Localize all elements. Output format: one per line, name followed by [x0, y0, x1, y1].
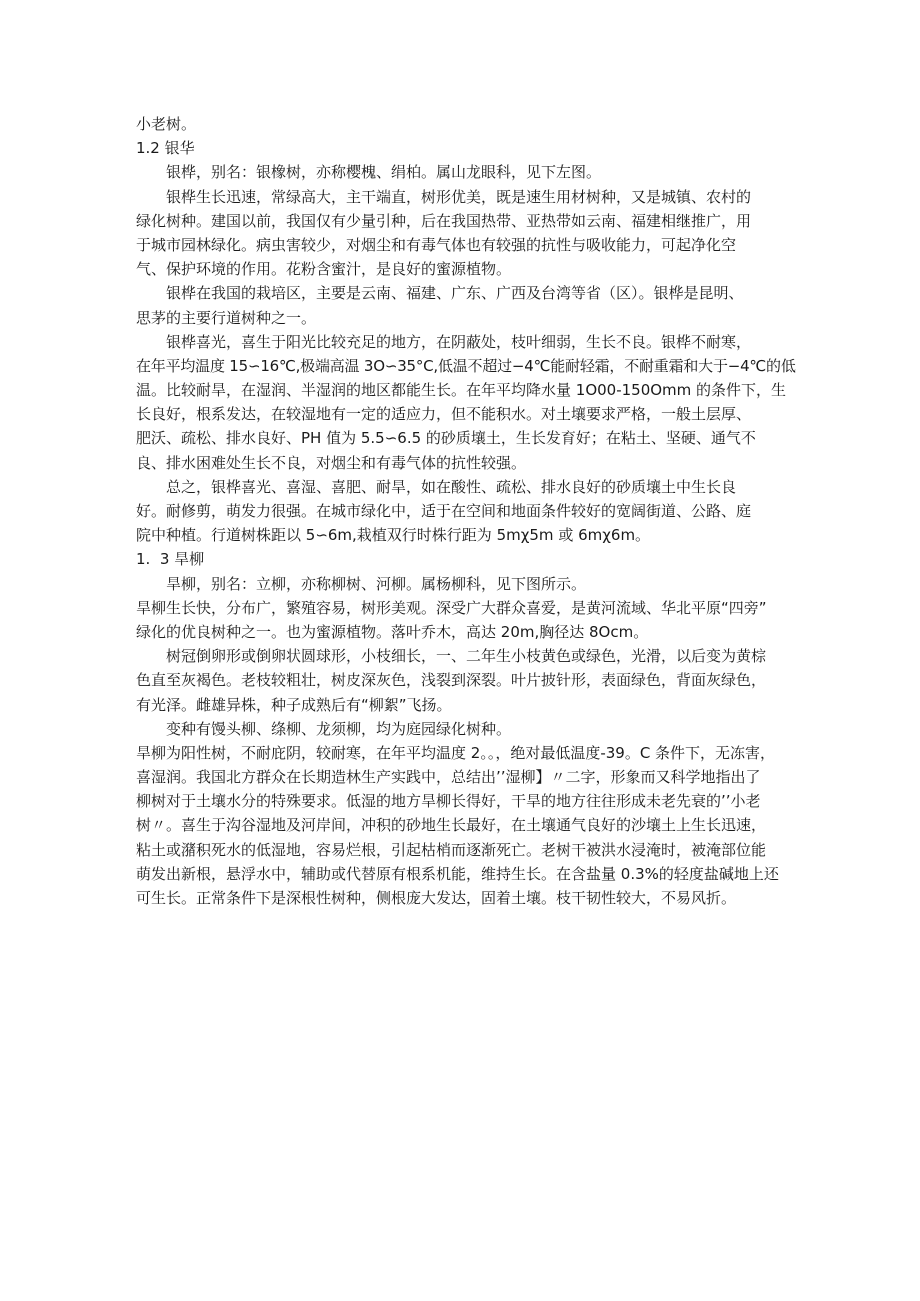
document-body: [136, 112, 796, 910]
text-line: 旱柳，别名：立柳，亦称柳树、河柳。属杨柳科，见下图所示。: [166, 574, 587, 593]
text-line: 在年平均温度 15∽16℃,极端高温 3O∽35°C,低温不超过−4℃能耐轻霜，不耐重霜和大于−4℃的低: [136, 356, 796, 375]
text-line: 树冠倒卵形或倒卵状圆球形，小枝细长，一、二年生小枝黄色或绿色，光滑，以后变为黄棕: [166, 647, 767, 666]
text-line: 1. 3 旱柳: [136, 550, 205, 569]
text-line: 变种有馒头柳、绦柳、龙须柳，均为庭园绿化树种。: [166, 719, 512, 738]
text-line: 肥沃、疏松、排水良好、PH 值为 5.5∽6.5 的砂质壤土，生长发育好；在粘土、坚硬、通气不: [136, 429, 756, 448]
text-line: 银桦，别名：银橡树，亦称樱槐、绢柏。属山龙眼科，见下左图。: [166, 163, 602, 182]
text-line: 柳树对于土壤水分的特殊要求。低湿的地方旱柳长得好，干旱的地方往往形成未老先衰的’’小老: [136, 792, 761, 811]
text-line: 于城市园林绿化。病虫害较少，对烟尘和有毒气体也有较强的抗性与吸收能力，可起净化空: [136, 235, 737, 254]
text-line: 绿化树种。建国以前，我国仅有少量引种，后在我国热带、亚热带如云南、福建相继推广，用: [136, 211, 752, 230]
text-line: 萌发出新根，悬浮水中，辅助或代替原有根系机能，维持生长。在含盐量 0.3%的轻度盐碱地上还: [136, 864, 779, 883]
text-line: 银桦喜光，喜生于阳光比较充足的地方，在阴蔽处，枝叶细弱，生长不良。银桦不耐寒，: [166, 332, 752, 351]
text-line: 好。耐修剪，萌发力很强。在城市绿化中，适于在空间和地面条件较好的宽阔街道、公路、庭: [136, 502, 752, 520]
text-line: 气、保护环境的作用。花粉含蜜汁，是良好的蜜源植物。: [136, 260, 512, 279]
text-line: 院中种植。行道树株距以 5∽6m,栽植双行时株行距为 5mχ5m 或 6mχ6m。: [136, 526, 651, 545]
text-line: 有光泽。雌雄异株，种子成熟后有“柳絮”飞扬。: [136, 695, 452, 714]
text-line: 旱柳为阳性树，不耐庇阴，较耐寒，在年平均温度 2。。，绝对最低温度-39。C 条件下，无冻害，: [136, 743, 776, 762]
text-line: 长良好，根系发达，在较湿地有一定的适应力，但不能积水。对土壤要求严格，一般土层厚、: [136, 405, 752, 424]
text-line: 可生长。正常条件下是深根性树种，侧根庞大发达，固着土壤。枝干韧性较大，不易风折。: [136, 889, 737, 907]
text-line: 绿化的优良树种之一。也为蜜源植物。落叶乔木，高达 20m,胸径达 8Ocm。: [136, 622, 649, 641]
text-line: 1.2 银华: [136, 139, 195, 158]
text-line: 银桦生长迅速，常绿高大，主干端直，树形优美，既是速生用材树种，又是城镇、农村的: [166, 187, 752, 206]
text-line: 温。比较耐旱，在湿润、半湿润的地区都能生长。在年平均降水量 1O00-150Omm 的条件下，生: [136, 381, 787, 400]
text-line: 树〃。喜生于沟谷湿地及河岸间，冲积的砂地生长最好，在土壤通气良好的沙壤土上生长迅速，: [136, 816, 767, 835]
text-line: 良、排水困难处生长不良，对烟尘和有毒气体的抗性较强。: [136, 453, 527, 472]
text-line: 喜湿润。我国北方群众在长期造林生产实践中，总结出’’湿柳】〃二字，形象而又科学地指出了: [136, 768, 761, 787]
text-line: 旱柳生长快，分布广，繁殖容易，树形美观。深受广大群众喜爱，是黄河流域、华北平原“四旁”: [136, 598, 767, 617]
text-line: 小老树。: [136, 115, 197, 133]
text-line: 色直至灰褐色。老枝较粗壮，树皮深灰色，浅裂到深裂。叶片披针形，表面绿色，背面灰绿色，: [136, 671, 767, 690]
text-line: 银桦在我国的栽培区，主要是云南、福建、广东、广西及台湾等省（区）。银桦是昆明、: [166, 284, 744, 303]
text-line: 总之，银桦喜光、喜湿、喜肥、耐旱，如在酸性、疏松、排水良好的砂质壤土中生长良: [166, 477, 737, 496]
text-line: 粘土或潴积死水的低湿地，容易烂根，引起枯梢而逐渐死亡。老树干被洪水浸淹时，被淹部位能: [136, 840, 767, 859]
text-line: 思茅的主要行道树种之一。: [136, 308, 317, 327]
